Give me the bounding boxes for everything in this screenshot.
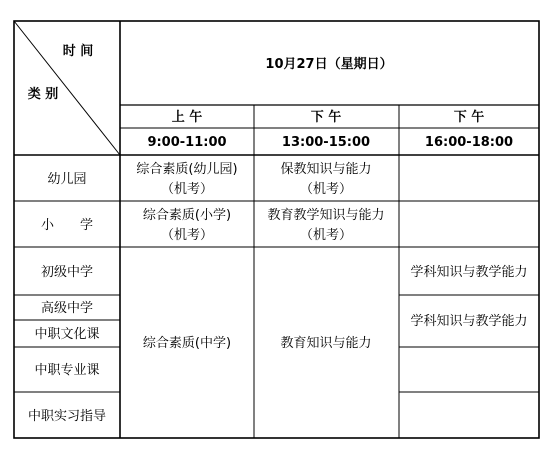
- secondary-morning-exam: 综合素质(中学): [142, 336, 232, 351]
- category-senior-middle: 高级中学: [40, 301, 94, 316]
- session-period-evening: 下 午: [453, 110, 485, 125]
- session-time-afternoon: 13:00-15:00: [281, 135, 371, 150]
- session-time-morning: 9:00-11:00: [147, 135, 227, 150]
- category-vocational-practice: 中职实习指导: [27, 409, 107, 424]
- session-time-evening: 16:00-18:00: [424, 135, 514, 150]
- kindergarten-afternoon-exam: 保教知识与能力: [280, 162, 372, 177]
- category-kindergarten: 幼儿园: [47, 172, 87, 187]
- category-vocational-culture: 中职文化课: [34, 327, 100, 342]
- category-junior-middle: 初级中学: [40, 265, 94, 280]
- corner-time-label: 时 间: [62, 44, 94, 59]
- session-period-afternoon: 下 午: [310, 110, 342, 125]
- senior-evening-exam: 学科知识与教学能力: [410, 314, 528, 329]
- secondary-afternoon-exam: 教育知识与能力: [280, 336, 372, 351]
- kindergarten-morning-mode: （机考）: [160, 182, 214, 197]
- category-vocational-major: 中职专业课: [34, 363, 100, 378]
- primary-morning-mode: （机考）: [160, 228, 214, 243]
- kindergarten-afternoon-mode: （机考）: [299, 182, 353, 197]
- kindergarten-morning-exam: 综合素质(幼儿园): [136, 162, 238, 177]
- primary-afternoon-exam: 教育教学知识与能力: [267, 208, 385, 223]
- session-period-morning: 上 午: [171, 110, 203, 125]
- corner-category-label: 类 别: [27, 87, 59, 102]
- junior-evening-exam: 学科知识与教学能力: [410, 265, 528, 280]
- exam-date-title: 10月27日（星期日）: [265, 57, 393, 72]
- category-primary: 小 学: [40, 218, 94, 233]
- primary-morning-exam: 综合素质(小学): [142, 208, 232, 223]
- primary-afternoon-mode: （机考）: [299, 228, 353, 243]
